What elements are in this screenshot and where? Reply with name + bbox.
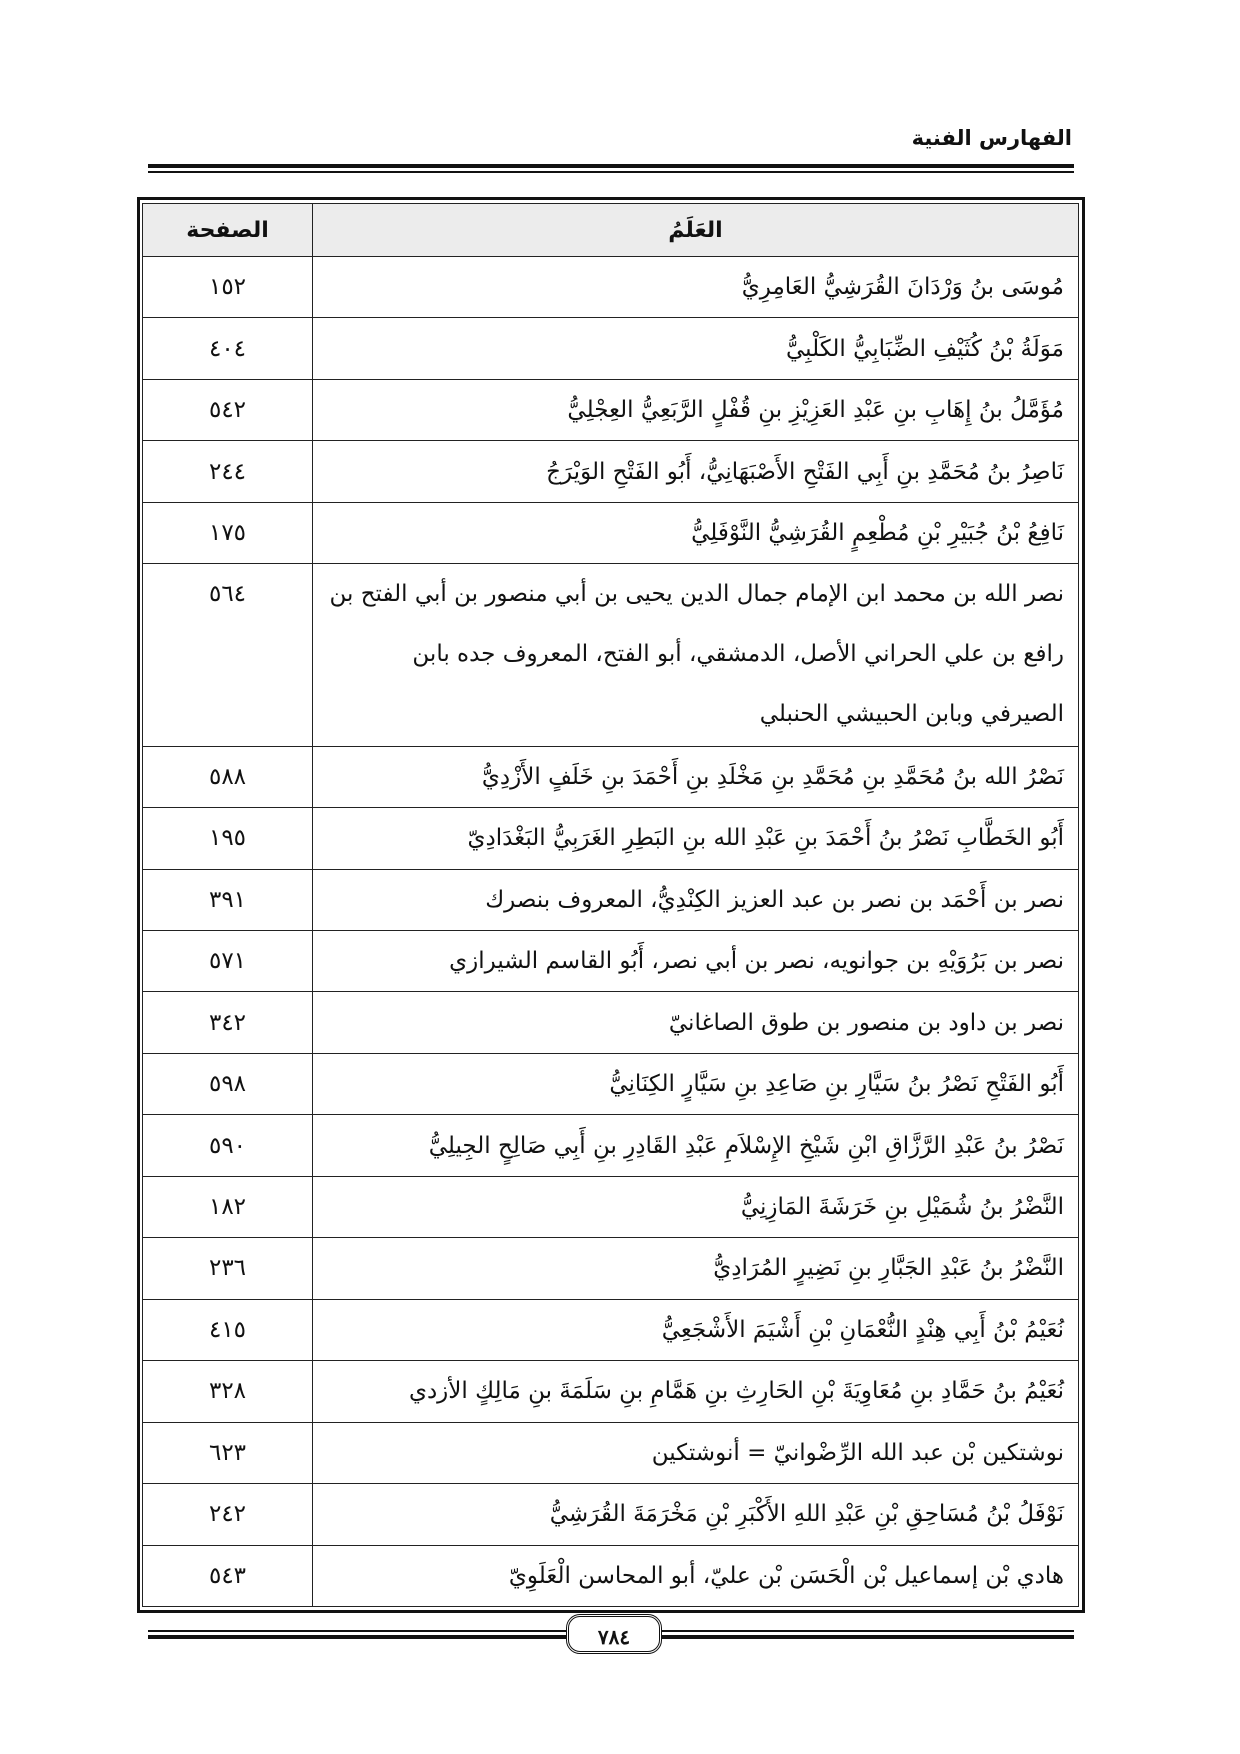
entry-page: ٦٢٣ [143,1422,313,1483]
column-header-page: الصفحة [143,204,313,257]
table-row [143,808,1079,869]
entry-page: ١٩٥ [143,808,313,869]
entry-name: نُعَيْمُ بنُ حَمَّادِ بنِ مُعَاوِيَةَ بْنِ الحَارِثِ بنِ هَمَّامِ بنِ سَلَمَةَ بنِ مَالِكٍ الأزدي [313,1361,1079,1422]
table-row [143,992,1079,1053]
entry-page: ٣٩١ [143,869,313,930]
entry-page: ٣٤٢ [143,992,313,1053]
entry-name: النَّضْرُ بنُ عَبْدِ الجَبَّارِ بنِ نَضِيرٍ المُرَادِيُّ [313,1238,1079,1299]
page-number: ٧٨٤ [566,1614,662,1654]
entry-page: ٥٧١ [143,930,313,991]
entry-page: ٥٤٢ [143,379,313,440]
table-row [143,502,1079,563]
table-row [143,1545,1079,1607]
table-row [143,1299,1079,1360]
entry-name: النَّضْرُ بنُ شُمَيْلِ بنِ خَرَشَةَ المَازِنِيُّ [313,1176,1079,1237]
entry-page: ٥٨٨ [143,746,313,807]
table-row [143,746,1079,807]
entry-name: أَبُو الخَطَّابِ نَصْرُ بنُ أَحْمَدَ بنِ عَبْدِ الله بنِ البَطِرِ الغَرَبِيُّ البَغْدَادِيّ [313,808,1079,869]
entry-page: ١٧٥ [143,502,313,563]
table-row [143,379,1079,440]
table-row [143,1053,1079,1114]
entry-page: ٥٩٠ [143,1115,313,1176]
table-row [143,930,1079,991]
entry-page: ٤٠٤ [143,318,313,379]
entry-page: ٣٢٨ [143,1361,313,1422]
entry-name: نُعَيْمُ بْنُ أَبِي هِنْدٍ النُّعْمَانِ بْنِ أَشْيَمَ الأَشْجَعِيُّ [313,1299,1079,1360]
entry-page: ١٥٢ [143,257,313,318]
entry-name: نصر بن أَحْمَد بن نصر بن عبد العزيز الكِنْدِيُّ، المعروف بنصرك [313,869,1079,930]
entry-page: ٥٩٨ [143,1053,313,1114]
entry-page: ١٨٢ [143,1176,313,1237]
entry-name: نصر بن داود بن منصور بن طوق الصاغانيّ [313,992,1079,1053]
table-row [143,564,1079,746]
entry-page: ٢٣٦ [143,1238,313,1299]
table-header-row [143,204,1079,257]
entry-name: نَصْرُ بنُ عَبْدِ الرَّزَّاقِ ابْنِ شَيْخِ الإِسْلاَمِ عَبْدِ القَادِرِ بنِ أَبِي صَالِحٍ الجِيلِيُّ [313,1115,1079,1176]
table-row [143,257,1079,318]
entry-name: نصر بن بَرُوَيْهِ بن جوانويه، نصر بن أبي نصر، أَبُو القاسم الشيرازي [313,930,1079,991]
table-row [143,318,1079,379]
entry-name: نَافِعُ بْنُ جُبَيْرِ بْنِ مُطْعِمٍ القُرَشِيُّ النَّوْفَلِيُّ [313,502,1079,563]
entry-page: ٥٤٣ [143,1545,313,1607]
entry-name: مَوَلَةُ بْنُ كُثَيْفِ الضِّبَابِيُّ الكَلْبِيُّ [313,318,1079,379]
entry-name: نصر الله بن محمد ابن الإمام جمال الدين يحيى بن أبي منصور بن أبي الفتح بن رافع بن علي الحراني الأصل، الدمشقي، أبو الفتح، المعروف جده بابن الصيرفي وبابن الحبيشي الحنبلي [313,564,1079,746]
entry-page: ٢٤٢ [143,1484,313,1545]
entry-page: ٢٤٤ [143,441,313,502]
entry-name: مُوسَى بنُ وَرْدَانَ القُرَشِيُّ العَامِرِيُّ [313,257,1079,318]
entry-name: نوشتكين بْن عبد الله الرِّضْوانيّ = أنوشتكين [313,1422,1079,1483]
index-table [142,203,1079,1607]
entry-name: مُؤَمَّلُ بنُ إِهَابِ بنِ عَبْدِ العَزِيْزِ بنِ قُفْلٍ الرَّبَعِيُّ العِجْلِيُّ [313,379,1079,440]
column-header-name: العَلَمُ [313,204,1079,257]
entry-name: نَاصِرُ بنُ مُحَمَّدِ بنِ أَبِي الفَتْحِ الأَصْبَهَانِيُّ، أَبُو الفَتْحِ الوَيْرَجُ [313,441,1079,502]
table-row [143,441,1079,502]
entry-page: ٥٦٤ [143,564,313,746]
table-row [143,1422,1079,1483]
table-row [143,1361,1079,1422]
entry-name: أَبُو الفَتْحِ نَصْرُ بنُ سَيَّارِ بنِ صَاعِدِ بنِ سَيَّارٍ الكِنَانِيُّ [313,1053,1079,1114]
table-row [143,1238,1079,1299]
table-row [143,1176,1079,1237]
table-row [143,869,1079,930]
table-row [143,1115,1079,1176]
entry-name: نَصْرُ الله بنُ مُحَمَّدِ بنِ مُحَمَّدِ بنِ مَخْلَدِ بنِ أَحْمَدَ بنِ خَلَفٍ الأَزْدِيُّ [313,746,1079,807]
entry-name: هادي بْن إسماعيل بْن الْحَسَن بْن عليّ، أبو المحاسن الْعَلَوِيّ [313,1545,1079,1607]
entry-name: نَوْفَلُ بْنُ مُسَاحِقِ بْنِ عَبْدِ اللهِ الأَكْبَرِ بْنِ مَخْرَمَةَ القُرَشِيُّ [313,1484,1079,1545]
header-double-rule [148,164,1074,173]
entry-page: ٤١٥ [143,1299,313,1360]
table-row [143,1484,1079,1545]
running-head-title: الفهارس الفنية [911,126,1072,150]
index-table-frame [137,197,1085,1613]
